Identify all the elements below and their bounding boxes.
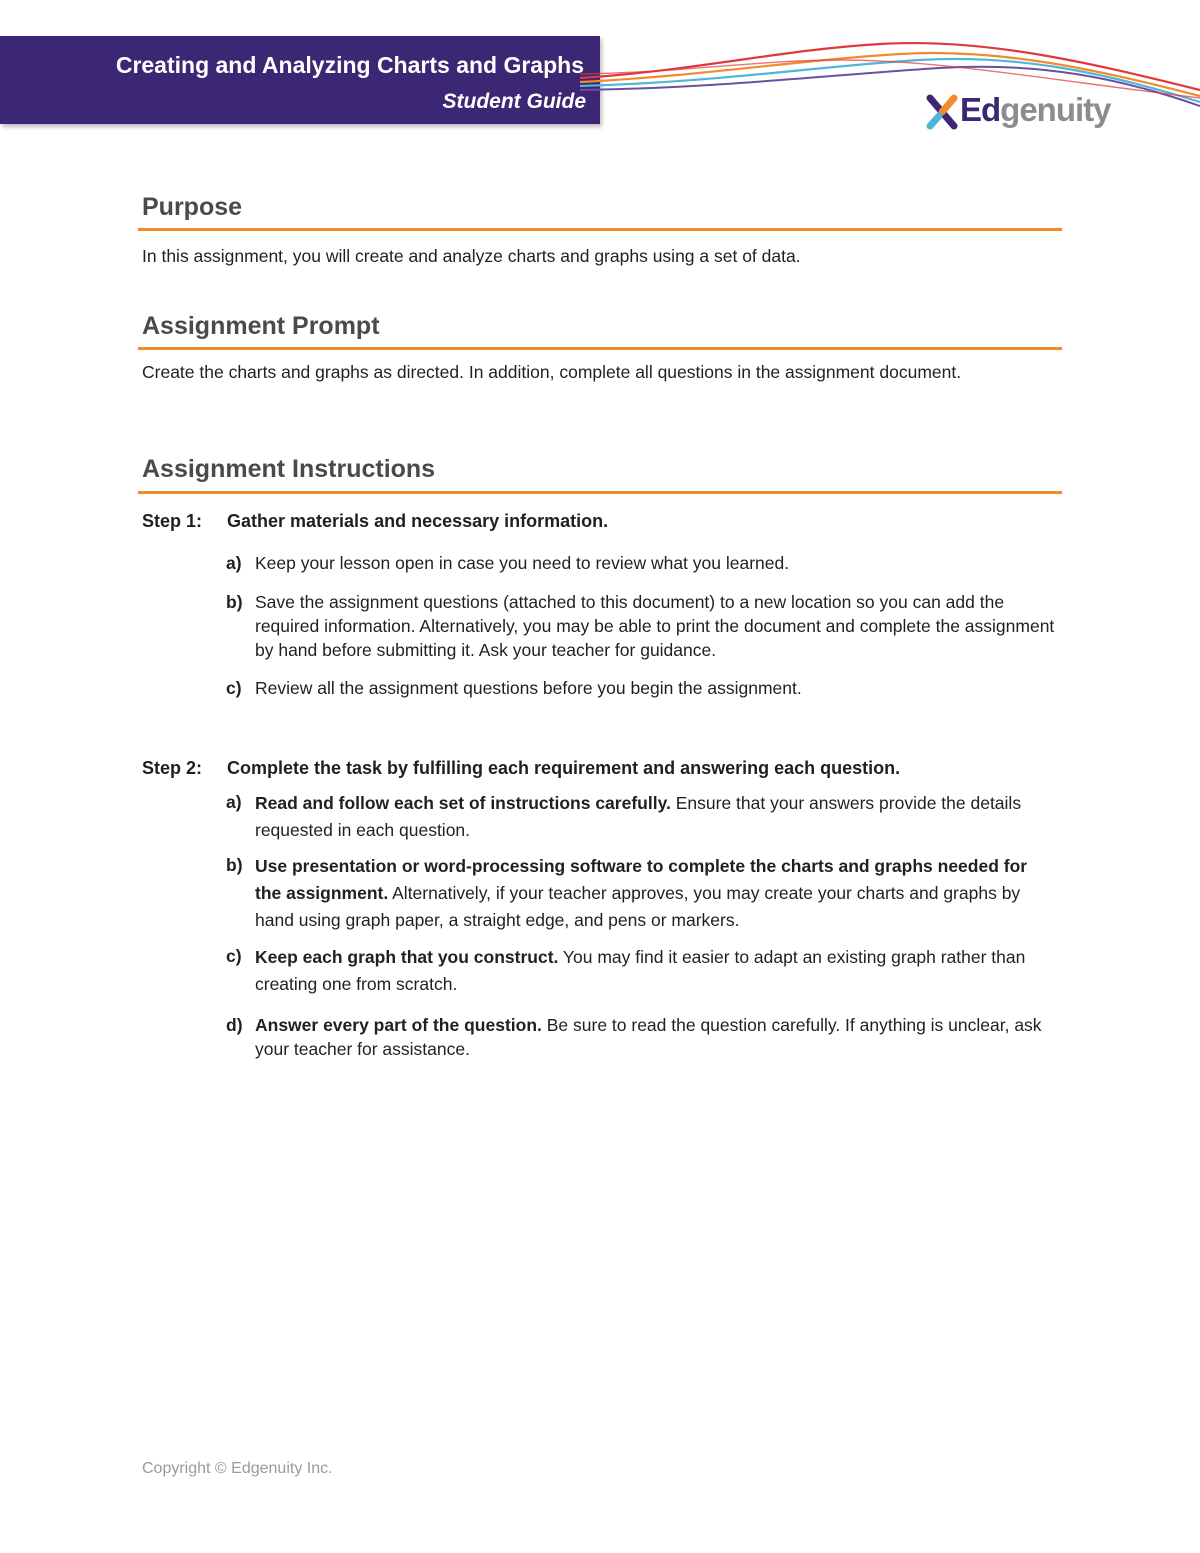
item-emphasis: Keep each graph that you construct. xyxy=(255,947,559,967)
item-letter: a) xyxy=(226,553,242,573)
item-text: Keep your lesson open in case you need to review what you learned. xyxy=(255,553,790,573)
item-text xyxy=(255,790,1056,844)
step-1-item-b xyxy=(226,590,1056,662)
item-emphasis: Read and follow each set of instructions carefully. xyxy=(255,793,671,813)
item-emphasis: Answer every part of the question. xyxy=(255,1015,542,1035)
prompt-text: Create the charts and graphs as directed. In addition, complete all questions in the assignment document. xyxy=(142,362,962,382)
item-letter: c) xyxy=(226,678,242,698)
purpose-text: In this assignment, you will create and analyze charts and graphs using a set of data. xyxy=(142,246,801,266)
step-2-title: Complete the task by fulfilling each requirement and answering each question. xyxy=(227,758,901,778)
purpose-divider xyxy=(138,228,1062,231)
instructions-heading: Assignment Instructions xyxy=(142,455,436,483)
document-title: Creating and Analyzing Charts and Graphs xyxy=(115,52,584,78)
item-text xyxy=(255,853,1056,934)
instructions-divider xyxy=(138,491,1062,494)
step-2-item-d xyxy=(226,1013,1056,1061)
step-1-item-c xyxy=(226,676,1056,700)
item-letter: b) xyxy=(226,592,243,612)
logo-text-genuity: genuity xyxy=(1000,91,1111,128)
header-banner xyxy=(0,36,600,124)
item-rest: Ensure that your answers provide the details requested in each question. xyxy=(255,793,1022,840)
document-subtitle: Student Guide xyxy=(442,90,586,113)
item-letter: c) xyxy=(226,946,242,966)
step-2-item-c xyxy=(226,944,1056,998)
step-1-item-a xyxy=(226,551,1056,575)
logo-text-ed: Ed xyxy=(960,91,1001,128)
item-letter: a) xyxy=(226,792,242,812)
purpose-heading: Purpose xyxy=(142,193,243,221)
item-letter: d) xyxy=(226,1015,243,1035)
copyright-footer: Copyright © Edgenuity Inc. xyxy=(142,1460,333,1477)
logo-x-icon xyxy=(926,92,960,132)
edgenuity-logo xyxy=(926,90,1111,132)
item-text xyxy=(255,944,1056,998)
item-text: Save the assignment questions (attached to this document) to a new location so you can add the required information. Alternatively, you may be able to print the document and complete the assignment by hand before submitting it. Ask your teacher for guidance. xyxy=(255,592,1055,660)
step-1-label: Step 1: xyxy=(142,511,203,531)
step-1-title: Gather materials and necessary information. xyxy=(227,511,609,531)
prompt-heading: Assignment Prompt xyxy=(142,312,380,340)
step-2-item-a xyxy=(226,790,1056,844)
item-rest: Alternatively, if your teacher approves, you may create your charts and graphs by hand using graph paper, a straight edge, and pens or markers. xyxy=(255,883,1021,930)
item-rest: You may find it easier to adapt an existing graph rather than creating one from scratch. xyxy=(255,947,1026,994)
step-2-label: Step 2: xyxy=(142,758,203,778)
item-rest: Be sure to read the question carefully. If anything is unclear, ask your teacher for assistance. xyxy=(255,1015,1042,1059)
item-letter: b) xyxy=(226,855,243,875)
prompt-divider xyxy=(138,347,1062,350)
item-text: Review all the assignment questions before you begin the assignment. xyxy=(255,678,802,698)
item-text xyxy=(255,1013,1056,1061)
step-2-item-b xyxy=(226,853,1056,934)
item-emphasis: Use presentation or word-processing software to complete the charts and graphs needed for the assignment. xyxy=(255,856,1028,903)
